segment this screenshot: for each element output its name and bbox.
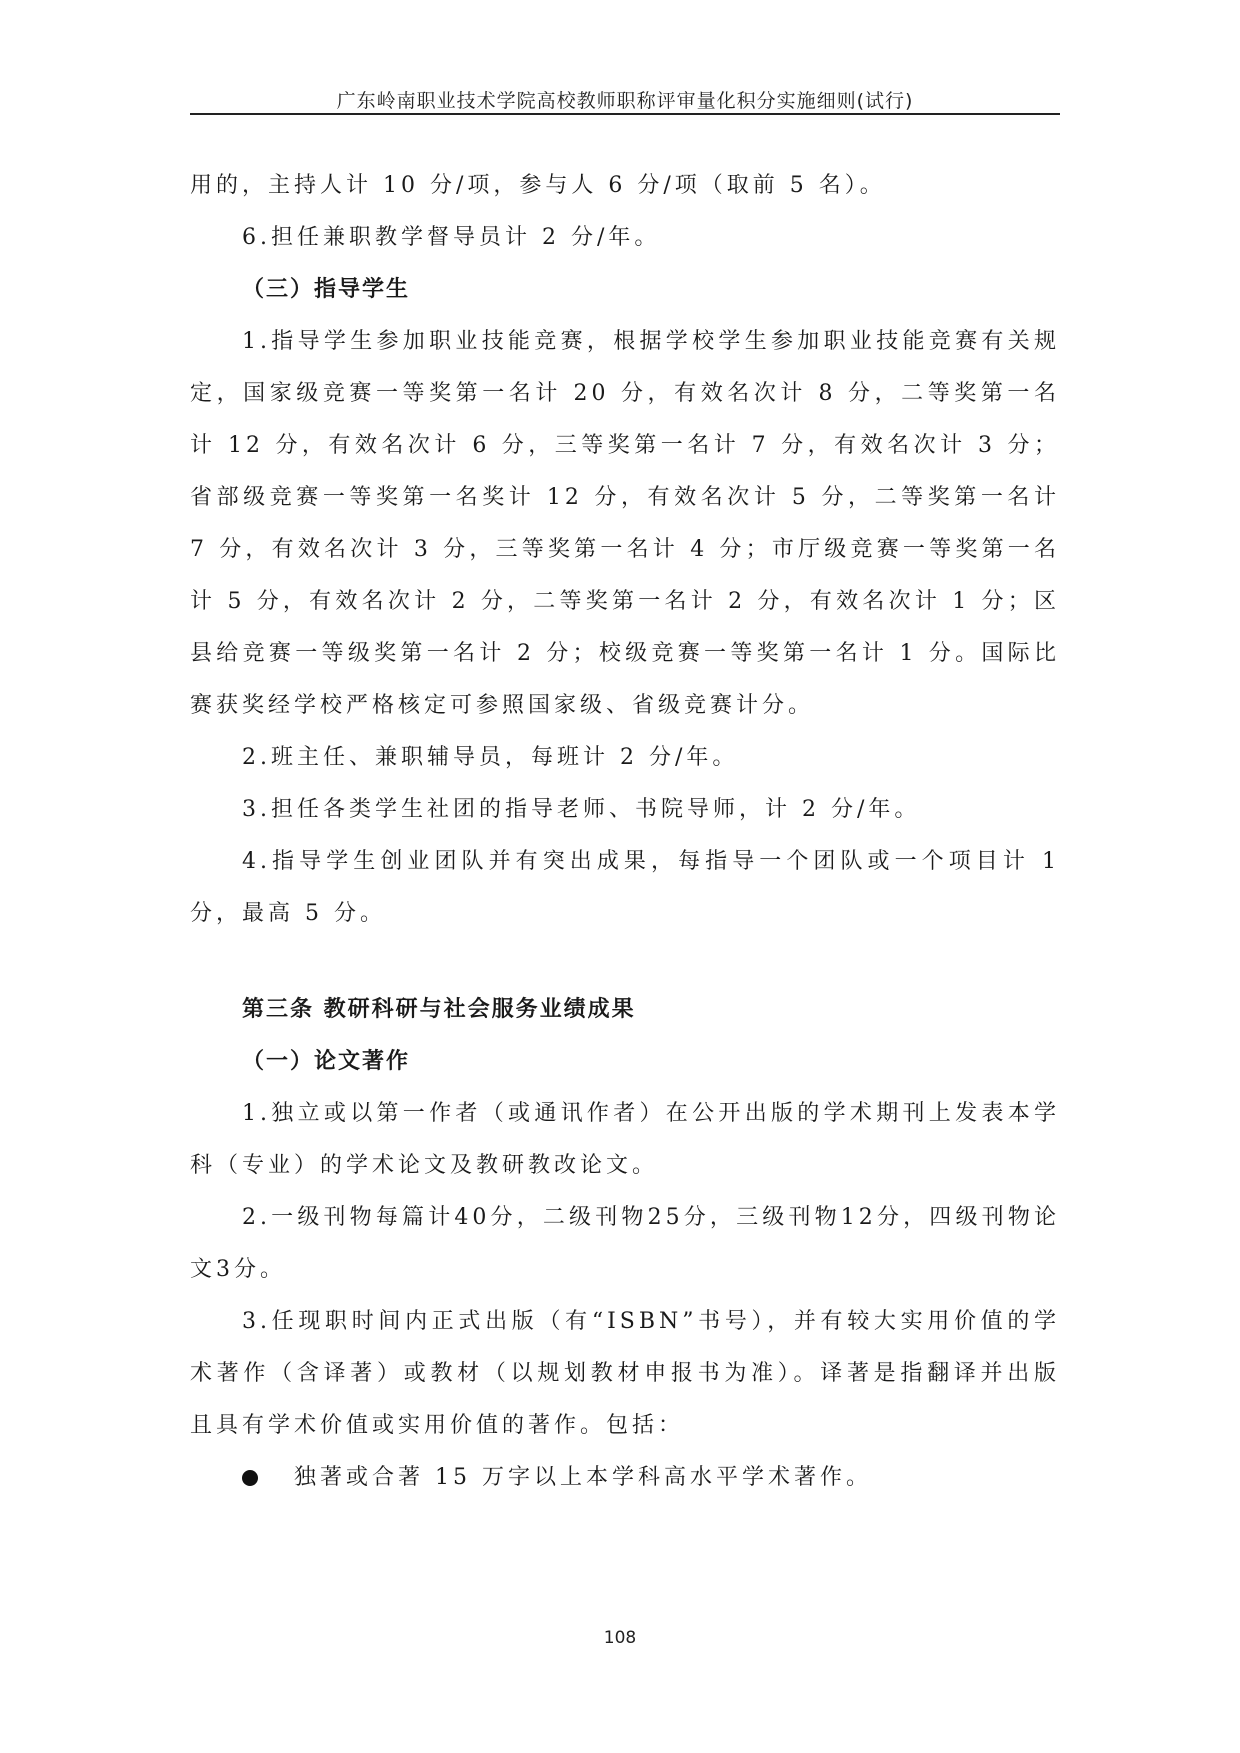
section-heading-papers: （一）论文著作	[242, 1049, 411, 1074]
page-body	[190, 160, 1060, 1504]
paragraph-papers-3: 3.任现职时间内正式出版（有“ISBN”书号），并有较大实用价值的学术著作（含译著）或教材（以规划教材申报书为准）。译著是指翻译并出版且具有学术价值或实用价值的著作。包括：	[190, 1309, 1060, 1438]
section-heading-guide-students: （三）指导学生	[242, 277, 411, 302]
page-number: 108	[603, 1628, 637, 1648]
paragraph-papers-1: 1.独立或以第一作者（或通讯作者）在公开出版的学术期刊上发表本学科（专业）的学术论文及教研教改论文。	[190, 1101, 1060, 1178]
running-header: 广东岭南职业技术学院高校教师职称评审量化积分实施细则(试行)	[336, 90, 914, 112]
paragraph-guide-3: 3.担任各类学生社团的指导老师、书院导师，计 2 分/年。	[242, 797, 921, 822]
bullet-text: 独著或合著 15 万字以上本学科高水平学术著作。	[294, 1465, 872, 1490]
paragraph-guide-2: 2.班主任、兼职辅导员，每班计 2 分/年。	[242, 745, 739, 770]
paragraph-guide-4: 4.指导学生创业团队并有突出成果，每指导一个团队或一个项目计 1 分，最高 5 分。	[190, 849, 1060, 926]
paragraph-papers-2: 2.一级刊物每篇计40分，二级刊物25分，三级刊物12分，四级刊物论文3分。	[190, 1205, 1060, 1282]
paragraph-item-6: 6.担任兼职教学督导员计 2 分/年。	[242, 225, 661, 250]
header-rule	[190, 113, 1060, 115]
article-heading: 第三条 教研科研与社会服务业绩成果	[242, 997, 636, 1022]
paragraph-continued: 用的，主持人计 10 分/项，参与人 6 分/项（取前 5 名）。	[190, 173, 886, 198]
spacer	[190, 940, 1060, 984]
bullet-item	[190, 1452, 1060, 1504]
paragraph-guide-1: 1.指导学生参加职业技能竞赛，根据学校学生参加职业技能竞赛有关规定，国家级竞赛一等奖第一名计 20 分，有效名次计 8 分，二等奖第一名计 12 分，有效名次计 6 分，三等奖第一名计 7 分，有效名次计 3 分；省部级竞赛一等奖第一名奖计 12 分，有效名次计 5 分，二等奖第一名计 7 分，有效名次计 3 分，三等奖第一名计 4 分；市厅级竞赛一等奖第一名计 5 分，有效名次计 2 分，二等奖第一名计 2 分，有效名次计 1 分；区县给竞赛一等级奖第一名计 2 分；校级竞赛一等奖第一名计 1 分。国际比赛获奖经学校严格核定可参照国家级、省级竞赛计分。	[190, 329, 1060, 718]
bullet-dot-icon	[242, 1470, 258, 1486]
